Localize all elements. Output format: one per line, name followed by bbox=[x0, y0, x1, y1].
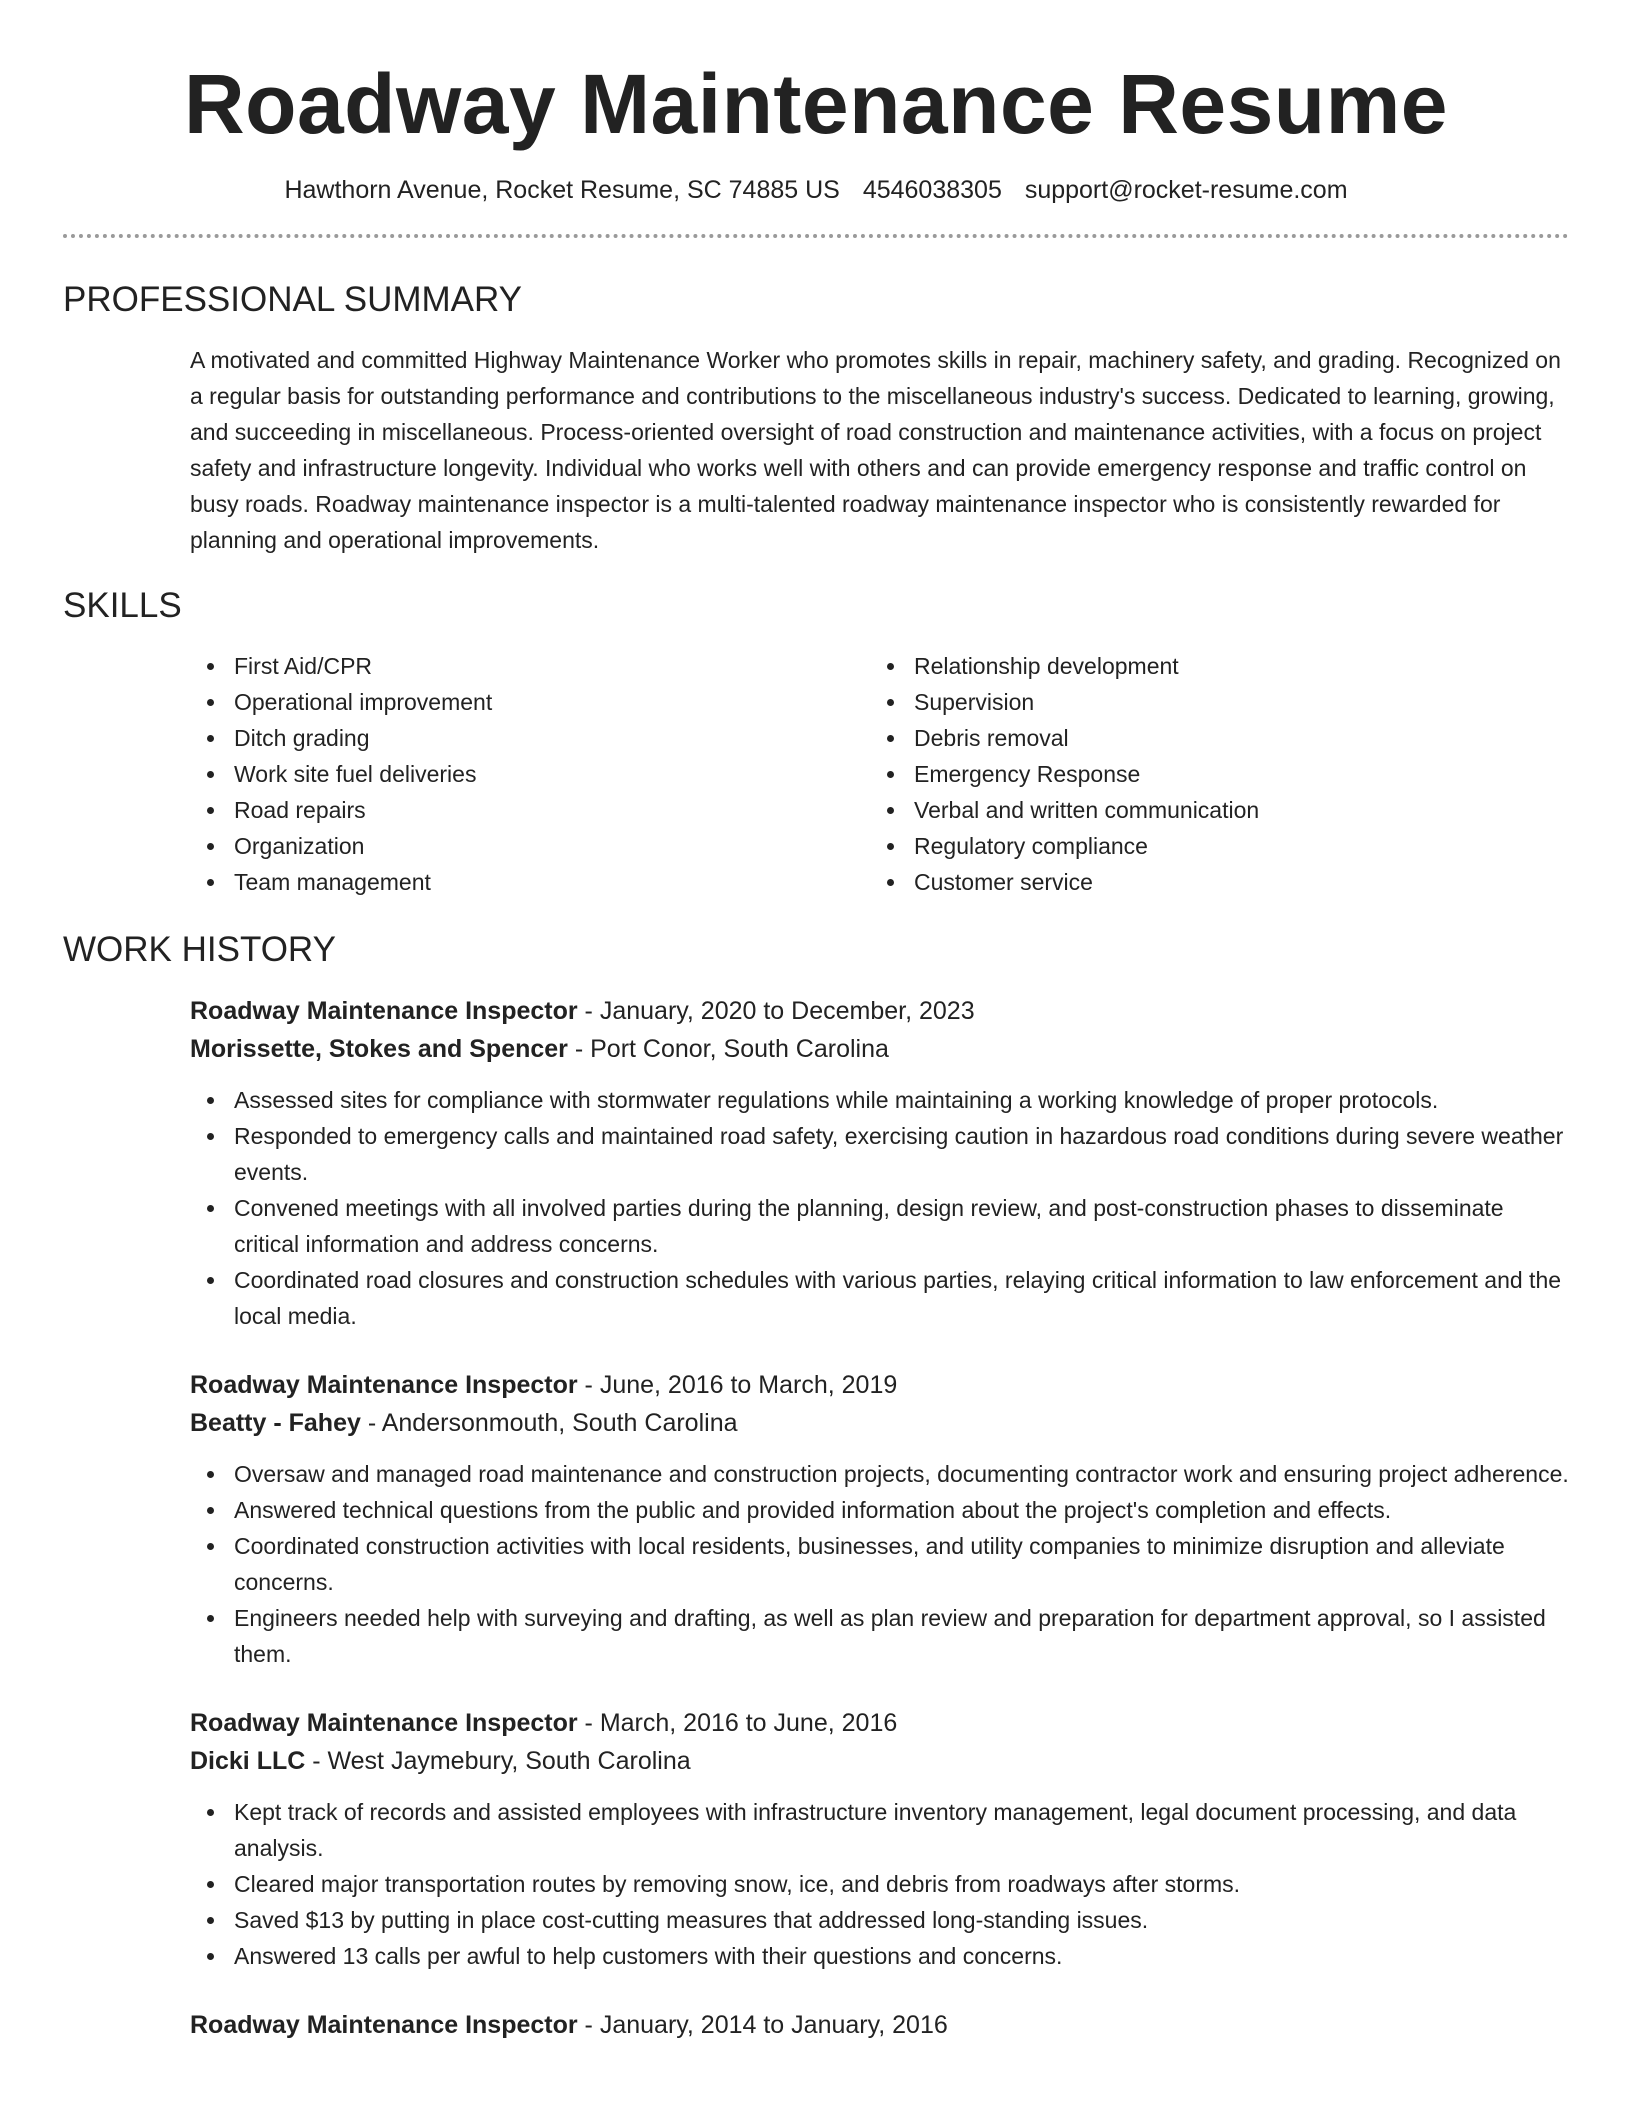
contact-phone: 4546038305 bbox=[862, 176, 1002, 204]
job-bullet: Cleared major transportation routes by removing snow, ice, and debris from roadways after storms. bbox=[234, 1866, 1569, 1902]
summary-text: A motivated and committed Highway Maintenance Worker who promotes skills in repair, machinery safety, and grading. Recognized on a regular basis for outstanding performance and contributions to the miscellaneous industry's success. Dedicated to learning, growing, and succeeding in miscellaneous. Process-oriented oversight of road construction and maintenance activities, with a focus on project safety and infrastructure longevity. Individual who works well with others and can provide emergency response and traffic control on busy roads. Roadway maintenance inspector is a multi-talented roadway maintenance inspector who is consistently rewarded for planning and operational improvements. bbox=[190, 347, 1561, 553]
job-dates: - March, 2016 to June, 2016 bbox=[577, 1709, 898, 1737]
job-company-line bbox=[190, 1404, 1569, 1442]
job-entry bbox=[190, 992, 1569, 1334]
job-bullets bbox=[190, 1082, 1569, 1334]
work-history-heading: WORK HISTORY bbox=[63, 930, 336, 969]
job-bullet: Oversaw and managed road maintenance and construction projects, documenting contractor work and ensuring project adherence. bbox=[234, 1456, 1569, 1492]
job-role-line bbox=[190, 2006, 1569, 2044]
skill-item: Verbal and written communication bbox=[914, 792, 1550, 828]
job-role: Roadway Maintenance Inspector bbox=[190, 1709, 578, 1737]
resume-title: Roadway Maintenance Resume bbox=[183, 57, 1449, 151]
job-entry bbox=[190, 2006, 1569, 2044]
job-dates: - June, 2016 to March, 2019 bbox=[577, 1371, 898, 1399]
job-bullet: Engineers needed help with surveying and drafting, as well as plan review and preparation for department approval, so I assisted them. bbox=[234, 1600, 1569, 1672]
job-role: Roadway Maintenance Inspector bbox=[190, 997, 578, 1025]
job-company: Beatty - Fahey bbox=[190, 1409, 361, 1437]
skills-heading: SKILLS bbox=[63, 586, 182, 625]
job-location: - Andersonmouth, South Carolina bbox=[360, 1409, 738, 1437]
skill-item: Customer service bbox=[914, 864, 1550, 900]
skill-item: Team management bbox=[234, 864, 870, 900]
skill-item: Operational improvement bbox=[234, 684, 870, 720]
job-bullet: Answered 13 calls per awful to help customers with their questions and concerns. bbox=[234, 1938, 1569, 1974]
job-bullet: Kept track of records and assisted employees with infrastructure inventory management, legal document processing, and data analysis. bbox=[234, 1794, 1569, 1866]
job-company-line bbox=[190, 1742, 1569, 1780]
job-bullets bbox=[190, 1794, 1569, 1974]
job-company-line bbox=[190, 1030, 1569, 1068]
job-bullet: Assessed sites for compliance with stormwater regulations while maintaining a working knowledge of proper protocols. bbox=[234, 1082, 1569, 1118]
contact-email: support@rocket-resume.com bbox=[1024, 176, 1348, 204]
skill-item: Emergency Response bbox=[914, 756, 1550, 792]
work-history-section bbox=[63, 928, 1569, 2044]
job-bullet: Coordinated road closures and construction schedules with various parties, relaying critical information to law enforcement and the local media. bbox=[234, 1262, 1569, 1334]
job-bullet: Saved $13 by putting in place cost-cutting measures that addressed long-standing issues. bbox=[234, 1902, 1569, 1938]
job-location: - West Jaymebury, South Carolina bbox=[305, 1747, 691, 1775]
resume-header bbox=[63, 0, 1569, 238]
skill-item: Debris removal bbox=[914, 720, 1550, 756]
job-bullets bbox=[190, 1456, 1569, 1672]
job-dates: - January, 2014 to January, 2016 bbox=[577, 2011, 948, 2039]
skills-list-right bbox=[870, 648, 1550, 900]
skills-section bbox=[63, 584, 1569, 900]
job-location: - Port Conor, South Carolina bbox=[567, 1035, 889, 1063]
skills-grid bbox=[190, 648, 1569, 900]
job-bullet: Responded to emergency calls and maintained road safety, exercising caution in hazardous road conditions during severe weather events. bbox=[234, 1118, 1569, 1190]
contact-line bbox=[63, 174, 1569, 206]
header-divider bbox=[63, 234, 1569, 238]
job-bullet: Coordinated construction activities with local residents, businesses, and utility companies to minimize disruption and alleviate concerns. bbox=[234, 1528, 1569, 1600]
contact-address: Hawthorn Avenue, Rocket Resume, SC 74885 US bbox=[284, 176, 840, 204]
job-role-line bbox=[190, 1704, 1569, 1742]
skill-item: Ditch grading bbox=[234, 720, 870, 756]
summary-heading: PROFESSIONAL SUMMARY bbox=[63, 280, 522, 319]
professional-summary-section bbox=[63, 278, 1569, 558]
skill-item: Relationship development bbox=[914, 648, 1550, 684]
job-role: Roadway Maintenance Inspector bbox=[190, 2011, 578, 2039]
skill-item: First Aid/CPR bbox=[234, 648, 870, 684]
job-entry bbox=[190, 1366, 1569, 1672]
skill-item: Organization bbox=[234, 828, 870, 864]
job-company: Dicki LLC bbox=[190, 1747, 306, 1775]
skill-item: Work site fuel deliveries bbox=[234, 756, 870, 792]
job-role-line bbox=[190, 992, 1569, 1030]
job-role-line bbox=[190, 1366, 1569, 1404]
skill-item: Supervision bbox=[914, 684, 1550, 720]
job-role: Roadway Maintenance Inspector bbox=[190, 1371, 578, 1399]
job-entry bbox=[190, 1704, 1569, 1974]
job-company: Morissette, Stokes and Spencer bbox=[190, 1035, 568, 1063]
skill-item: Road repairs bbox=[234, 792, 870, 828]
skills-list-left bbox=[190, 648, 870, 900]
skill-item: Regulatory compliance bbox=[914, 828, 1550, 864]
job-dates: - January, 2020 to December, 2023 bbox=[577, 997, 975, 1025]
job-bullet: Convened meetings with all involved parties during the planning, design review, and post-construction phases to disseminate critical information and address concerns. bbox=[234, 1190, 1569, 1262]
job-bullet: Answered technical questions from the public and provided information about the project's completion and effects. bbox=[234, 1492, 1569, 1528]
